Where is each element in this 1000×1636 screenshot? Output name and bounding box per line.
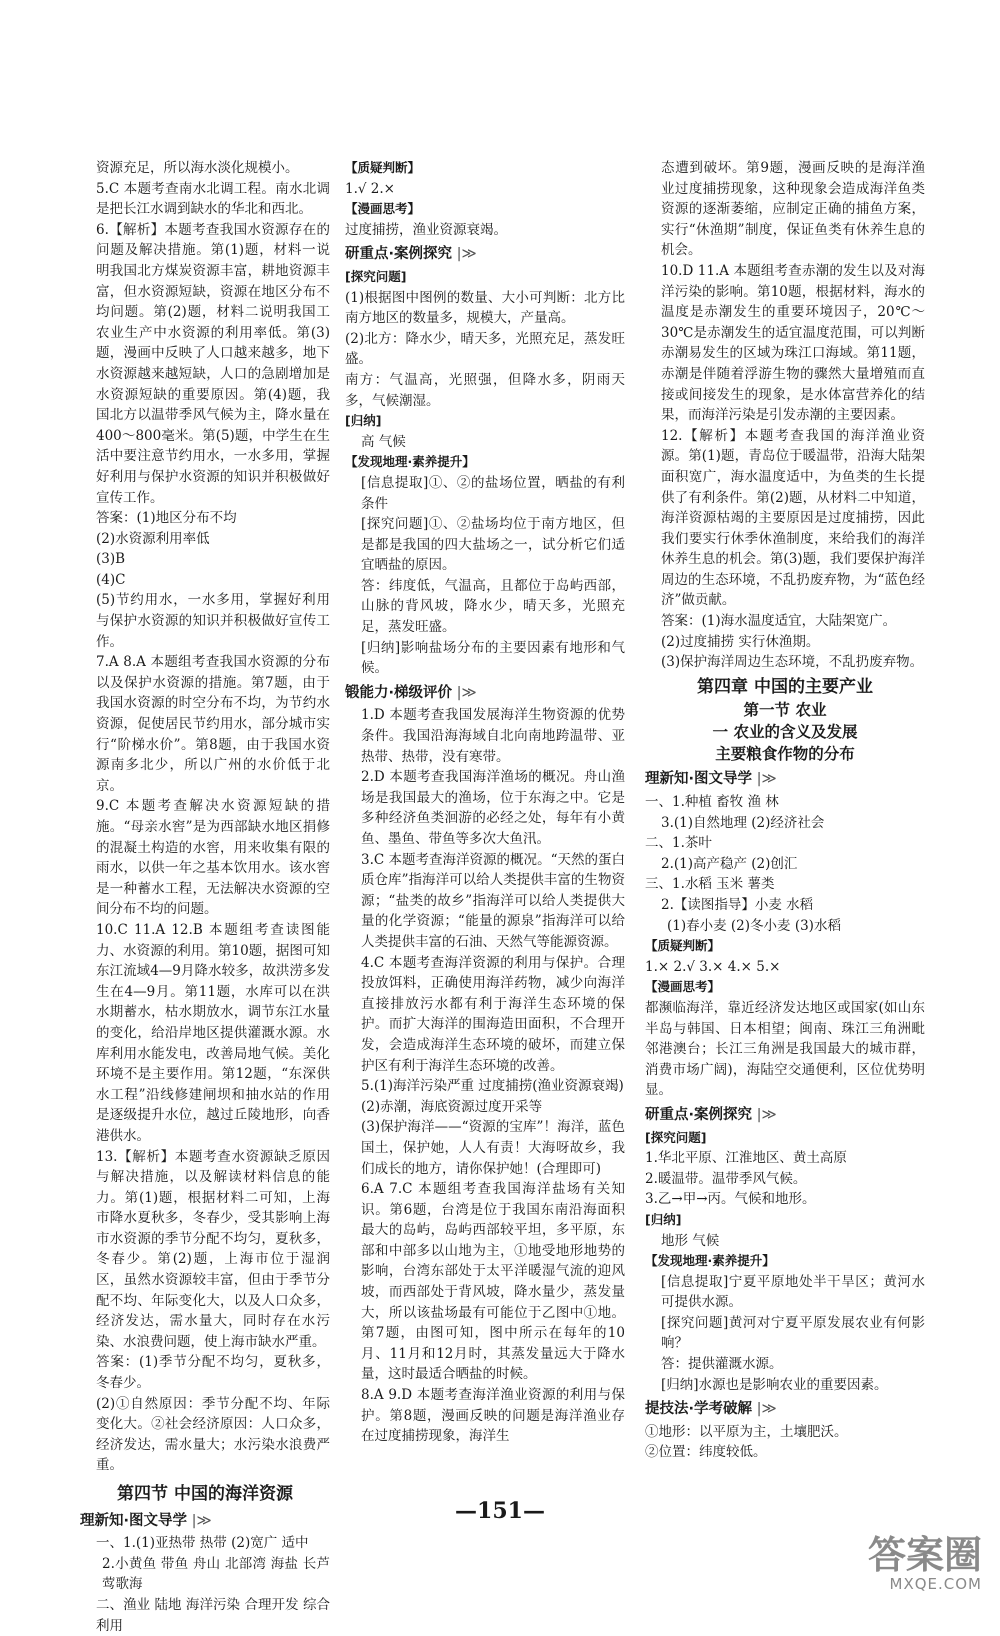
page-number: —151— xyxy=(455,1498,545,1524)
section-label: 理新知·图文导学 |≫ xyxy=(645,771,777,788)
label-guina: [归纳] xyxy=(645,1211,682,1227)
label-faxian: 【发现地理·素养提升】 xyxy=(345,454,475,470)
answer-line: ①地形：以平原为主，土壤肥沃。 xyxy=(645,1423,848,1440)
section-heading: 第一节 农业 xyxy=(743,701,827,720)
answer-item: 1.D 本题考查我国发展海洋生物资源的优势条件。我国沿海海域自北向南地跨温带、亚热带、热带，没有寒带。 xyxy=(361,707,625,765)
answer-item: 5.(1)海洋污染严重 过度捕捞(渔业资源衰竭) xyxy=(361,1078,624,1095)
answer-line: (2)①自然原因：季节分配不均、年际变化大。②社会经济原因：人口众多，经济发达，需水量大；水污染水浪费严重。 xyxy=(96,1395,330,1474)
label-manhua: 【漫画思考】 xyxy=(645,979,721,995)
answer-line: 二、渔业 陆地 海洋污染 合理开发 综合利用 xyxy=(96,1596,330,1634)
answer-line: (1)根据图中图例的数量、大小可判断：北方比南方地区的数量多，规模大，产量高。 xyxy=(345,289,625,327)
answer-line: ②位置：纬度较低。 xyxy=(645,1444,767,1461)
answer-item: (3)保护海洋——“资源的宝库”！海洋，蓝色国土，保护她，人人有责！大海呀故乡，我们成长的地方，请你保护她！(合理即可) xyxy=(361,1119,625,1177)
section-label: 研重点·案例探究 |≫ xyxy=(645,1106,777,1123)
answer-line: (5)节约用水，一水多用，掌握好利用与保护水资源的知识并积极做好宣传工作。 xyxy=(96,592,330,650)
section-label-text: 锻能力·梯级评价 xyxy=(345,684,453,701)
answer-line: [探究问题]黄河对宁夏平原发展农业有何影响？ xyxy=(661,1314,925,1352)
section-label-text: 研重点·案例探究 xyxy=(345,246,453,263)
answer-item: 3.C 本题考查海洋资源的概况。“天然的蛋白质仓库”指海洋可以给人类提供丰富的生物资源；“盐类的故乡”指海洋可以给人类提供大量的化学资源；“能量的源泉”指海洋可以给人类提供丰富的石油、天然气等能源资源。 xyxy=(361,851,625,950)
answer-line: 三、1.水稻 玉米 薯类 xyxy=(645,876,775,893)
answer-line: [归纳]影响盐场分布的主要因素有地形和气候。 xyxy=(361,639,625,677)
answer-line: [探究问题]①、②盐场均位于南方地区，但是都是我国的四大盐场之一，试分析它们适宜晒盐的原因。 xyxy=(361,516,625,574)
paragraph: 资源充足，所以海水淡化规模小。 xyxy=(96,160,299,176)
section-label-text: 研重点·案例探究 xyxy=(645,1106,753,1123)
section-label-text: 提技法·学考破解 xyxy=(645,1401,753,1418)
answer-item: (2)赤潮，海底资源过度开采等 xyxy=(361,1098,543,1115)
answer-item-9: 9.C 本题考查解决水资源短缺的措施。“母亲水窖”是为西部缺水地区捐修的混凝土构造的水窖，用来收集有限的雨水，以供一年之基本饮用水。该水窖是一种蓄水工程，无法解决水资源的空间分布不均的问题。 xyxy=(96,798,330,918)
answer-line: (2)过度捕捞 实行休渔期。 xyxy=(661,633,820,650)
answer-line: 2.暖温带。温带季风气候。 xyxy=(645,1170,807,1187)
answer-line: 2.【读图指导】小麦 水稻 xyxy=(661,897,814,913)
answer-line: 答案：(1)海水温度适宜，大陆架宽广。 xyxy=(661,613,897,630)
subsection-heading: 主要粮食作物的分布 xyxy=(715,745,855,764)
section-label-text: 理新知·图文导学 xyxy=(645,771,753,788)
answer-item: 态遭到破坏。第9题，漫画反映的是海洋渔业过度捕捞现象，这种现象会造成海洋鱼类资源的逐渐萎缩，应制定正确的捕鱼方案，实行“休渔期”制度，保证鱼类有休养生息的机会。 xyxy=(661,160,925,259)
label-faxian: 【发现地理·素养提升】 xyxy=(645,1253,775,1269)
answer-line: 1.华北平原、江淮地区、黄土高原 xyxy=(645,1150,847,1167)
answer-line: 答案：(1)地区分布不均 xyxy=(96,510,237,527)
answer-line: (3)保护海洋周边生态环境，不乱扔废弃物。 xyxy=(661,654,924,671)
answer-line: (4)C xyxy=(96,571,126,588)
section-label: 提技法·学考破解 |≫ xyxy=(645,1401,777,1418)
answer-item: 8.A 9.D 本题考查海洋渔业资源的利用与保护。第8题，漫画反映的问题是海洋渔业存在过度捕捞现象，海洋生 xyxy=(361,1387,625,1445)
answer-line: (2)北方：降水少，晴天多，光照充足，蒸发旺盛。 xyxy=(345,330,625,368)
answer-item-7-8: 7.A 8.A 本题组考查我国水资源的分布以及保护水资源的措施。第7题，由于我国水资源的时空分布不均，为节约水资源，促使居民节约用水，部分城市实行“阶梯水价”。第8题，由于我国水资源南多北少，所以广州的水价低于北京。 xyxy=(96,654,330,794)
column-middle xyxy=(345,158,625,1447)
answer-line: 南方：气温高，光照强，但降水多，阴雨天多，气候潮湿。 xyxy=(345,371,625,409)
answer-line: 2.小黄鱼 带鱼 舟山 北部湾 海盐 长芦 莺歌海 xyxy=(102,1555,330,1593)
answer-item-5: 5.C 本题考查南水北调工程。南水北调是把长江水调到缺水的华北和西北。 xyxy=(96,180,330,218)
answer-line: 3.(1)自然地理 (2)经济社会 xyxy=(661,814,825,831)
answer-line: 一、1.种植 畜牧 渔 林 xyxy=(645,794,779,811)
column-right xyxy=(645,158,925,1463)
chapter-heading: 第四章 中国的主要产业 xyxy=(697,676,873,697)
answer-line: (2)水资源利用率低 xyxy=(96,530,210,547)
watermark-main: 答案圈 xyxy=(867,1533,982,1577)
section-label: 锻能力·梯级评价 |≫ xyxy=(345,684,477,701)
answer-item: 2.D 本题考查我国海洋渔场的概况。舟山渔场是我国最大的渔场，位于东海之中。它是多种经济鱼类洄游的必经之处，每年有小黄鱼、墨鱼、带鱼等多次大鱼汛。 xyxy=(361,769,625,847)
answer-item: 12.【解析】本题考查我国的海洋渔业资源。第(1)题，青岛位于暖温带，沿海大陆架面积宽广，海水温度适中，为鱼类的生长提供了有利条件。第(2)题，从材料二中知道，海洋资源枯竭的主要原因是过度捕捞，因此我们要实行休季休渔制度，来给我们的海洋休养生息的机会。第(3)题，我们要保护海洋周边的生态环境，不乱扔废弃物，为“蓝色经济”做贡献。 xyxy=(661,427,925,609)
label-zhiyi: 【质疑判断】 xyxy=(345,160,421,175)
answer-item: 10.D 11.A 本题组考查赤潮的发生以及对海洋污染的影响。第10题，根据材料，海水的温度是赤潮发生的重要环境因子，20℃～30℃是赤潮发生的适宜温度范围，可以判断赤潮易发生的区域为珠江口海域。第11题，赤潮是伴随着浮游生物的骤然大量增殖而直接或间接发生的现象，是水体富营养化的结果，而海洋污染是引发赤潮的主要因素。 xyxy=(661,262,925,424)
answer-line: 答案：(1)季节分配不均匀，夏秋多，冬春少。 xyxy=(96,1354,330,1392)
answer-line: 答：纬度低，气温高，且都位于岛屿西部，山脉的背风坡，降水少，晴天多，光照充足，蒸发旺盛。 xyxy=(361,577,625,636)
label-zhiyi: 【质疑判断】 xyxy=(645,938,721,954)
answer-line: 1.√ 2.× xyxy=(345,180,395,197)
answer-line: 2.(1)高产稳产 (2)创汇 xyxy=(661,855,798,872)
answer-item: 6.A 7.C 本题组考查我国海洋盐场有关知识。第6题，台湾是位于我国东南沿海面积最大的岛屿，岛屿西部较平坦，多平原，东部和中部多以山地为主，①地受地形地势的影响，台湾东部处于太平洋暖湿气流的迎风坡，而西部处于背风坡，降水量少，蒸发量大，所以该盐场最有可能位于乙图中①地。第7题，由图可知，图中所示在每年的10月、11月和12月时，其蒸发量远大于降水量，这时最适合晒盐的时候。 xyxy=(361,1181,625,1383)
answer-line: (1)春小麦 (2)冬小麦 (3)水稻 xyxy=(667,917,841,934)
section-label: 理新知·图文导学 |≫ xyxy=(80,1512,212,1529)
answer-line: 1.× 2.√ 3.× 4.× 5.× xyxy=(645,958,781,975)
answer-line: 答：提供灌溉水源。 xyxy=(661,1356,783,1373)
answer-item-6: 6.【解析】本题考查我国水资源存在的问题及解决措施。第(1)题，材料一说明我国北方煤炭资源丰富，耕地资源丰富，但水资源短缺，资源在地区分布不均问题。第(2)题，材料二说明我国工农业生产中水资源的利用率低。第(3)题，漫画中反映了人口越来越多，地下水资源越来越短缺，人口的急剧增加是水资源短缺的重要原因。第(4)题，我国北方以温带季风气候为主，降水量在400～800毫米。第(5)题，中学生在生活中要注意节约用水，一水多用，掌握好利用与保护水资源的知识并积极做好宣传工作。 xyxy=(96,221,330,506)
answer-line: 高 气候 xyxy=(361,433,406,450)
answer-line: 一、1.(1)亚热带 热带 (2)宽广 适中 xyxy=(96,1535,309,1552)
section-label-text: 理新知·图文导学 xyxy=(80,1512,188,1529)
answer-line: 过度捕捞，渔业资源衰竭。 xyxy=(345,221,507,238)
answer-line: [信息提取]①、②的盐场位置，晒盐的有利条件 xyxy=(361,474,625,512)
label-tanjiu: [探究问题] xyxy=(345,268,407,284)
answer-item-13: 13.【解析】本题考查水资源缺乏原因与解决措施，以及解读材料信息的能力。第(1)题，根据材料二可知，上海市降水夏秋多，冬春少，受其影响上海市水资源的季节分配不均匀，夏秋多，冬春少。第(2)题，上海市位于湿润区，虽然水资源较丰富，但由于季节分配不均、年际变化大，以及人口众多，经济发达，需水量大，同时存在水污染、水浪费问题，使上海市缺水严重。 xyxy=(96,1148,330,1350)
watermark-domain: MXQE.COM xyxy=(889,1575,982,1593)
label-tanjiu: [探究问题] xyxy=(645,1129,707,1145)
label-manhua: 【漫画思考】 xyxy=(345,201,421,217)
answer-line: [归纳]水源也是影响农业的重要因素。 xyxy=(661,1376,888,1393)
answer-line: [信息提取]宁夏平原地处半干旱区；黄河水可提供水源。 xyxy=(661,1273,925,1311)
answer-item: 4.C 本题考查海洋资源的利用与保护。合理投放饵料，正确使用海洋药物，减少向海洋直接排放污水都有利于海洋生态环境的保护。而扩大海洋的围海造田面积，不合理开发，会造成海洋生态环境的破坏，而建立保护区有利于海洋生态环境的改善。 xyxy=(361,954,625,1074)
section-label: 研重点·案例探究 |≫ xyxy=(345,246,477,263)
answer-line: (3)B xyxy=(96,551,126,568)
label-guina: [归纳] xyxy=(345,413,382,429)
answer-line: 都濒临海洋，靠近经济发达地区或国家(如山东半岛与韩国、日本相望；闽南、珠江三角洲毗邻港澳台；长江三角洲是我国最大的城市群，消费市场广阔)，海陆空交通便利，区位优势明显。 xyxy=(645,999,925,1099)
section-heading: 第四节 中国的海洋资源 xyxy=(117,1484,293,1504)
watermark-logo xyxy=(868,1535,982,1593)
answer-line: 二、1.茶叶 xyxy=(645,835,712,852)
column-left xyxy=(80,158,330,1636)
answer-line: 地形 气候 xyxy=(661,1232,720,1249)
answer-line: 3.乙→甲→丙。气候和地形。 xyxy=(645,1191,816,1208)
answer-item-10-12: 10.C 11.A 12.B 本题组考查读图能力、水资源的利用。第10题，据图可知东江流域4—9月降水较多，故洪涝多发生在4—9月。第11题，水库可以在洪水期蓄水，枯水期放水，调节东江水量的变化，给沿岸地区提供灌溉水源。水库利用水能发电，改善局地气候。美化环境不是主要作用。第12题，“东深供水工程”沿线修建闸坝和抽水站的作用是逐级提升水位，越过丘陵地形，向香港供水。 xyxy=(96,921,330,1144)
subsection-heading: 一 农业的含义及发展 xyxy=(712,723,858,742)
